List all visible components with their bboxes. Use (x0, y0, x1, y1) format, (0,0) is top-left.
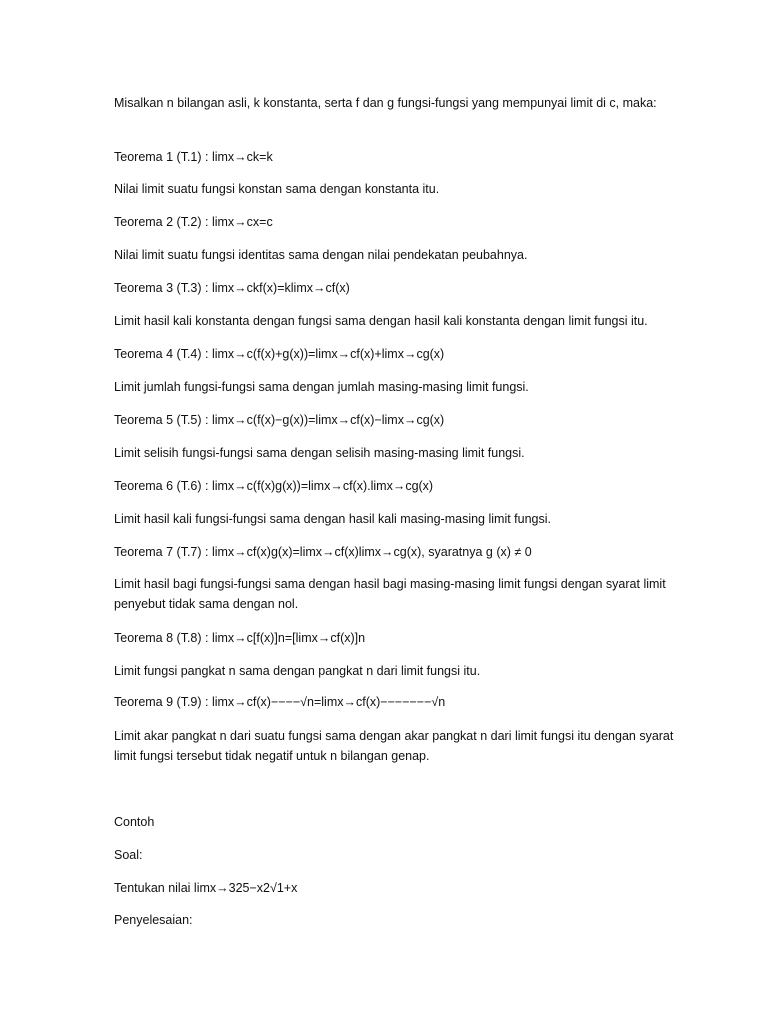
theorem-8: Teorema 8 (T.8) : limx→c[f(x)]n=[limx→cf(x)]n (114, 631, 366, 645)
problem-text: Tentukan nilai limx→325−x2√1+x (114, 881, 298, 895)
theorem-9: Teorema 9 (T.9) : limx→cf(x)−−−−√n=limx→cf(x)−−−−−−−√n (114, 695, 446, 709)
example-heading: Contoh (114, 815, 155, 829)
theorem-3-description: Limit hasil kali konstanta dengan fungsi sama dengan hasil kali konstanta dengan limit fungsi itu. (114, 314, 648, 328)
theorem-4-description: Limit jumlah fungsi-fungsi sama dengan jumlah masing-masing limit fungsi. (114, 380, 529, 394)
theorem-2: Teorema 2 (T.2) : limx→cx=c (114, 215, 273, 229)
theorem-4: Teorema 4 (T.4) : limx→c(f(x)+g(x))=limx→cf(x)+limx→cg(x) (114, 347, 445, 361)
theorem-1-description: Nilai limit suatu fungsi konstan sama dengan konstanta itu. (114, 182, 440, 196)
problem-label: Soal: (114, 848, 143, 862)
theorem-8-description: Limit fungsi pangkat n sama dengan pangkat n dari limit fungsi itu. (114, 664, 481, 678)
theorem-2-description: Nilai limit suatu fungsi identitas sama dengan nilai pendekatan peubahnya. (114, 248, 528, 262)
theorem-3: Teorema 3 (T.3) : limx→ckf(x)=klimx→cf(x) (114, 281, 350, 295)
theorem-9-description: Limit akar pangkat n dari suatu fungsi sama dengan akar pangkat n dari limit fungsi itu dengan syarat limit fungsi tersebut tidak negatif untuk n bilangan genap. (114, 729, 674, 763)
theorem-7: Teorema 7 (T.7) : limx→cf(x)g(x)=limx→cf(x)limx→cg(x), syaratnya g (x) ≠ 0 (114, 545, 532, 559)
intro-paragraph: Misalkan n bilangan asli, k konstanta, serta f dan g fungsi-fungsi yang mempunyai limit di c, maka: (114, 96, 657, 110)
solution-label: Penyelesaian: (114, 913, 193, 927)
theorem-7-description: Limit hasil bagi fungsi-fungsi sama dengan hasil bagi masing-masing limit fungsi dengan syarat limit penyebut tidak sama dengan nol. (114, 577, 666, 611)
theorem-6: Teorema 6 (T.6) : limx→c(f(x)g(x))=limx→cf(x).limx→cg(x) (114, 479, 434, 493)
theorem-6-description: Limit hasil kali fungsi-fungsi sama dengan hasil kali masing-masing limit fungsi. (114, 512, 551, 526)
theorem-5: Teorema 5 (T.5) : limx→c(f(x)−g(x))=limx→cf(x)−limx→cg(x) (114, 413, 445, 427)
theorem-5-description: Limit selisih fungsi-fungsi sama dengan selisih masing-masing limit fungsi. (114, 446, 525, 460)
theorem-1: Teorema 1 (T.1) : limx→ck=k (114, 150, 273, 164)
